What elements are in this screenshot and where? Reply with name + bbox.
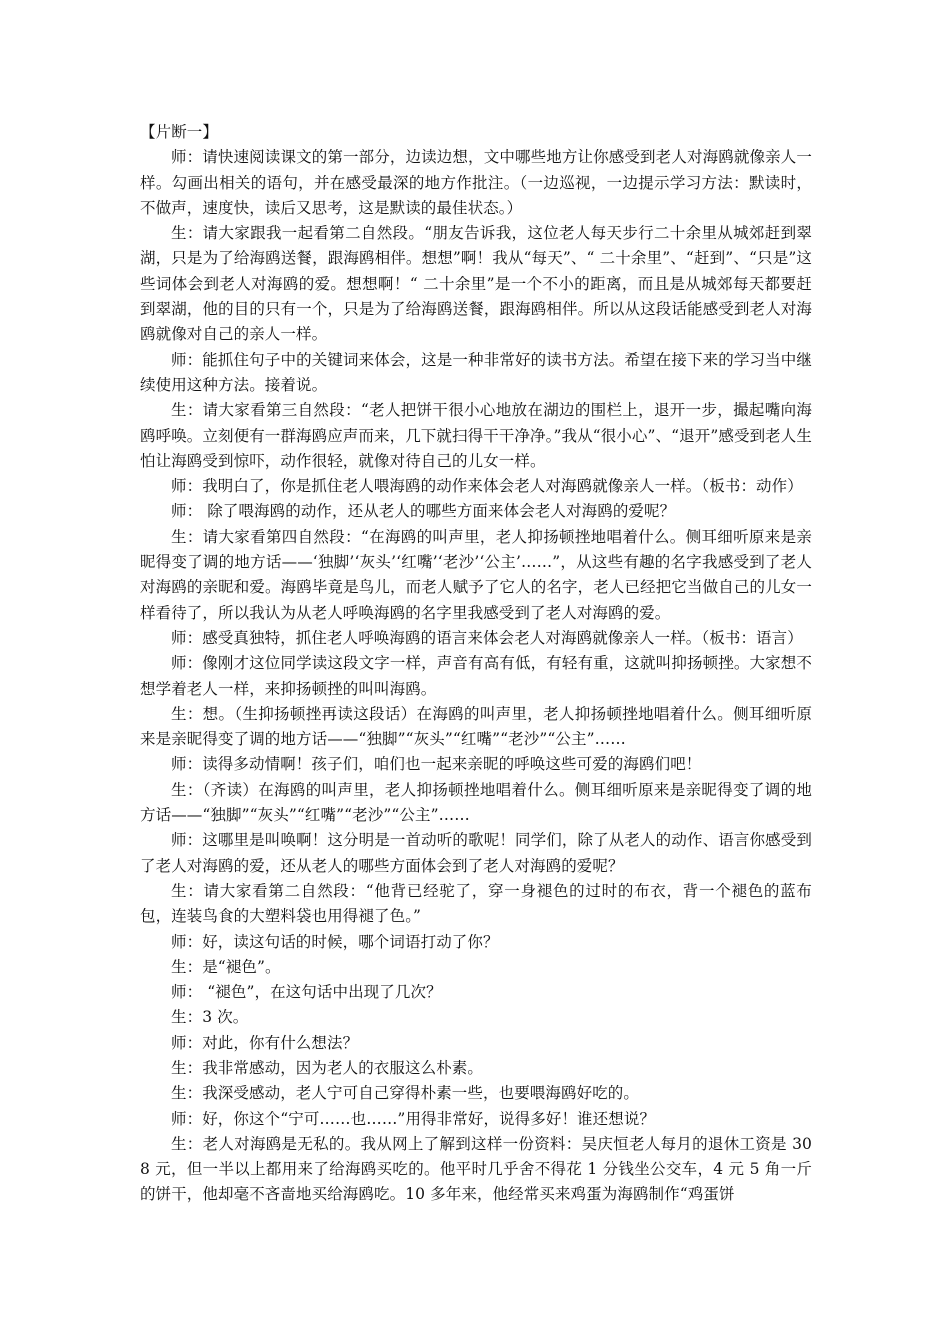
paragraph-7: 生：请大家看第四自然段：“在海鸥的叫声里，老人抑扬顿挫地唱着什么。侧耳细听原来是亲昵得变了调的地方话——‘独脚’‘灰头’‘红嘴’‘老沙’‘公主’……”，从这些有趣的名字我感受到了老人对海鸥的亲昵和爱。海鸥毕竟是鸟儿，而老人赋予了它人的名字，老人已经把它当做自己的儿女一样看待了，所以我认为从老人呼唤海鸥的名字里我感受到了老人对海鸥的爱。 [140,527,812,622]
document-page [140,120,812,1208]
paragraph-13: 师：这哪里是叫唤啊！这分明是一首动听的歌呢！同学们，除了从老人的动作、语言你感受到了老人对海鸥的爱，还从老人的哪些方面体会到了老人对海鸥的爱呢？ [140,831,812,875]
paragraph-22: 师：好，你这个“宁可……也……”用得非常好，说得多好！谁还想说？ [171,1109,656,1128]
paragraph-2: 生：请大家跟我一起看第二自然段。“朋友告诉我，这位老人每天步行二十余里从城郊赶到翠湖，只是为了给海鸥送餐，跟海鸥相伴。想想”啊！我从“每天”、“ 二十余里”、“赶到”、“只是”这些词体会到老人对海鸥的爱。想想啊！“ 二十余里”是一个不小的距离，而且是从城郊每天都要赶到翠湖，他的目的只有一个，只是为了给海鸥送餐，跟海鸥相伴。所以从这段话能感受到老人对海鸥就像对自己的亲人一样。 [140,224,812,344]
paragraph-15: 师：好，读这句话的时候，哪个词语打动了你？ [171,932,499,951]
paragraph-5: 师：我明白了，你是抓住老人喂海鸥的动作来体会老人对海鸥就像亲人一样。（板书：动作） [171,477,803,496]
paragraph-19: 师：对此，你有什么想法？ [171,1033,359,1052]
paragraph-23: 生：老人对海鸥是无私的。我从网上了解到这样一份资料：吴庆恒老人每月的退休工资是 308 元，但一半以上都用来了给海鸥买吃的。他平时几乎舍不得花 1 分钱坐公交车，4 元 5 角一斤的饼干，他却毫不吝啬地买给海鸥吃。10 多年来，他经常买来鸡蛋为海鸥制作“鸡蛋饼 [140,1134,812,1204]
paragraph-9: 师：像刚才这位同学读这段文字一样，声音有高有低，有轻有重，这就叫抑扬顿挫。大家想不想学着老人一样，来抑扬顿挫的叫叫海鸥。 [140,654,812,698]
paragraph-16: 生：是“褪色”。 [171,957,281,976]
paragraph-14: 生：请大家看第二自然段：“他背已经驼了，穿一身褪色的过时的布衣，背一个褪色的蓝布包，连装鸟食的大塑料袋也用得褪了色。” [140,881,812,926]
paragraph-21: 生：我深受感动，老人宁可自己穿得朴素一些，也要喂海鸥好吃的。 [171,1084,640,1103]
paragraph-4: 生：请大家看第三自然段：“老人把饼干很小心地放在湖边的围栏上，退开一步，撮起嘴向海鸥呼唤。立刻便有一群海鸥应声而来，几下就扫得干干净净。”我从“很小心”、“退开”感受到老人生怕让海鸥受到惊吓，动作很轻，就像对待自己的儿女一样。 [140,401,812,470]
section-title: 【片断一】 [140,123,219,141]
paragraph-3: 师：能抓住句子中的关键词来体会，这是一种非常好的读书方法。希望在接下来的学习当中继续使用这种方法。接着说。 [140,350,812,394]
paragraph-6: 师： 除了喂海鸥的动作，还从老人的哪些方面来体会老人对海鸥的爱呢？ [171,502,676,521]
paragraph-1: 师：请快速阅读课文的第一部分，边读边想，文中哪些地方让你感受到老人对海鸥就像亲人一样。勾画出相关的语句，并在感受最深的地方作批注。（一边巡视，一边提示学习方法：默读时，不做声，速度快，读后又思考，这是默读的最佳状态。） [140,148,812,217]
paragraph-11: 师：读得多动情啊！孩子们，咱们也一起来亲昵的呼唤这些可爱的海鸥们吧！ [171,755,702,774]
paragraph-10: 生：想。（生抑扬顿挫再读这段话）在海鸥的叫声里，老人抑扬顿挫地唱着什么。侧耳细听原来是亲昵得变了调的地方话——“独脚”“灰头”“红嘴”“老沙”“公主”…… [140,704,812,749]
paragraph-20: 生：我非常感动，因为老人的衣服这么朴素。 [171,1058,484,1077]
paragraph-12: 生：（齐读）在海鸥的叫声里，老人抑扬顿挫地唱着什么。侧耳细听原来是亲昵得变了调的地方话——“独脚”“灰头”“红嘴”“老沙”“公主”…… [140,780,812,825]
paragraph-8: 师：感受真独特，抓住老人呼唤海鸥的语言来体会老人对海鸥就像亲人一样。（板书：语言） [171,628,803,647]
paragraph-18: 生：3 次。 [171,1008,249,1027]
paragraph-17: 师： “褪色”，在这句话中出现了几次？ [171,983,442,1002]
